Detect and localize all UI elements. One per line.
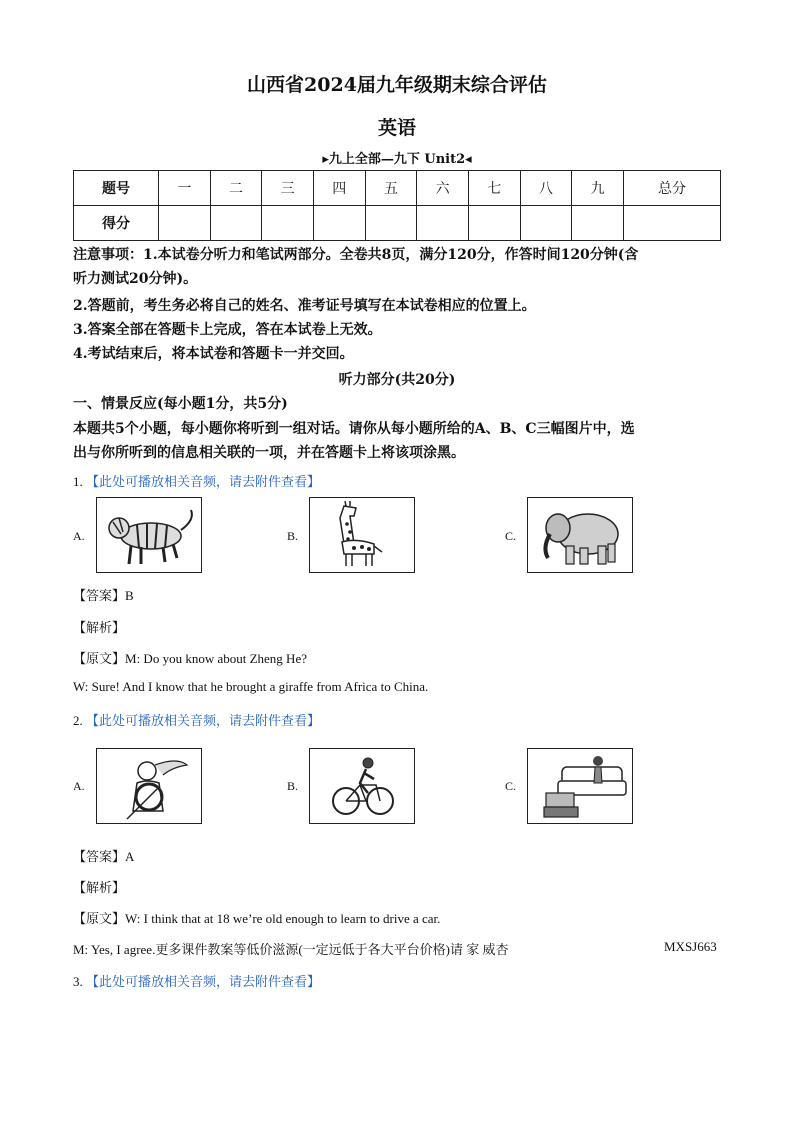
script-row-1: [73, 648, 307, 667]
option-b-label: B.: [287, 529, 299, 543]
option-a-label: A.: [73, 529, 85, 543]
audio-link[interactable]: 【此处可播放相关音频，请去附件查看】: [86, 713, 321, 728]
option-a-image[interactable]: [96, 748, 202, 824]
column-7: 七: [468, 171, 520, 206]
score-cell: [313, 206, 365, 241]
score-table-header-row: [74, 171, 721, 206]
subject-title: 英语: [377, 117, 416, 139]
script-line: W: I think that at 18 we’re old enough to learn to drive a car.: [125, 911, 441, 926]
answer-value: A: [125, 849, 135, 864]
score-cell: [520, 206, 572, 241]
analysis-label-1: 【解析】: [73, 620, 126, 635]
option-a-image[interactable]: [96, 497, 202, 573]
score-table-score-row: [74, 206, 721, 241]
driving-icon: [97, 749, 201, 823]
answer-label: 【答案】: [73, 849, 126, 864]
exam-scope: ▸九上全部—九下 Unit2◂: [322, 152, 472, 167]
cycling-icon: [310, 749, 414, 823]
notes-line-3: 3.答案全部在答题卡上完成，答在本试卷上无效。: [73, 322, 382, 338]
score-label: 得分: [74, 206, 159, 241]
script-line-2: M: Yes, I agree.更多课件教案等低价滋源(一定远低于各大平台价格)请 家 威杏: [73, 942, 509, 957]
column-2: 二: [210, 171, 262, 206]
script-line-2: W: Sure! And I know that he brought a giraffe from Africa to China.: [73, 679, 429, 694]
tiger-icon: [97, 498, 201, 572]
script-line: M: Do you know about Zheng He?: [125, 651, 307, 666]
elephant-icon: [528, 498, 632, 572]
option-a-label: A.: [73, 779, 85, 793]
total-label: 总分: [624, 171, 721, 206]
original-label: 【原文】: [73, 911, 126, 926]
tv-watching-icon: [528, 749, 632, 823]
question-number: 2.: [73, 713, 83, 728]
original-label: 【原文】: [73, 651, 126, 666]
notes-line-4: 4.考试结束后，将本试卷和答题卡一并交回。: [73, 346, 354, 362]
option-c-label: C.: [505, 529, 517, 543]
column-8: 八: [520, 171, 572, 206]
question-number-label: 题号: [74, 171, 159, 206]
total-score-cell: [624, 206, 721, 241]
audio-link[interactable]: 【此处可播放相关音频，请去附件查看】: [86, 974, 321, 989]
column-4: 四: [313, 171, 365, 206]
question-2-prompt: [73, 710, 320, 729]
column-5: 五: [365, 171, 417, 206]
option-c-image[interactable]: [527, 748, 633, 824]
question-1-prompt: [73, 471, 320, 490]
giraffe-icon: [310, 498, 414, 572]
audio-link[interactable]: 【此处可播放相关音频，请去附件查看】: [86, 474, 321, 489]
watermark-id: MXSJ663: [664, 939, 717, 954]
score-cell: [365, 206, 417, 241]
answer-row-2: [73, 846, 134, 865]
option-b-image[interactable]: [309, 748, 415, 824]
exam-title: 山西省2024届九年级期末综合评估: [247, 74, 547, 96]
answer-value: B: [125, 588, 134, 603]
column-1: 一: [159, 171, 211, 206]
notes-line-1: 注意事项：1.本试卷分听力和笔试两部分。全卷共8页，满分120分，作答时间120分钟(含: [73, 247, 639, 263]
score-cell: [468, 206, 520, 241]
answer-label: 【答案】: [73, 588, 126, 603]
listening-heading: 听力部分(共20分): [338, 372, 456, 388]
question-3-prompt: [73, 971, 320, 990]
part1-heading: 一、情景反应(每小题1分，共5分): [73, 396, 288, 412]
instruction-line-1: 本题共5个小题，每小题你将听到一组对话。请你从每小题所给的A、B、C三幅图片中，选: [73, 421, 635, 437]
script-row-2: [73, 908, 440, 927]
notes-line-1b: 听力测试20分钟)。: [73, 271, 198, 287]
option-b-label: B.: [287, 779, 299, 793]
score-cell: [417, 206, 469, 241]
score-cell: [262, 206, 314, 241]
question-number: 1.: [73, 474, 83, 489]
column-9: 九: [572, 171, 624, 206]
answer-row-1: [73, 585, 134, 604]
score-cell: [572, 206, 624, 241]
analysis-label-2: 【解析】: [73, 880, 126, 895]
column-3: 三: [262, 171, 314, 206]
column-6: 六: [417, 171, 469, 206]
score-table: [73, 170, 721, 241]
score-cell: [210, 206, 262, 241]
option-c-label: C.: [505, 779, 517, 793]
question-number: 3.: [73, 974, 83, 989]
score-cell: [159, 206, 211, 241]
notes-line-2: 2.答题前，考生务必将自己的姓名、准考证号填写在本试卷相应的位置上。: [73, 298, 536, 314]
instruction-line-2: 出与你所听到的信息相关联的一项，并在答题卡上将该项涂黑。: [73, 445, 465, 461]
option-b-image[interactable]: [309, 497, 415, 573]
option-c-image[interactable]: [527, 497, 633, 573]
